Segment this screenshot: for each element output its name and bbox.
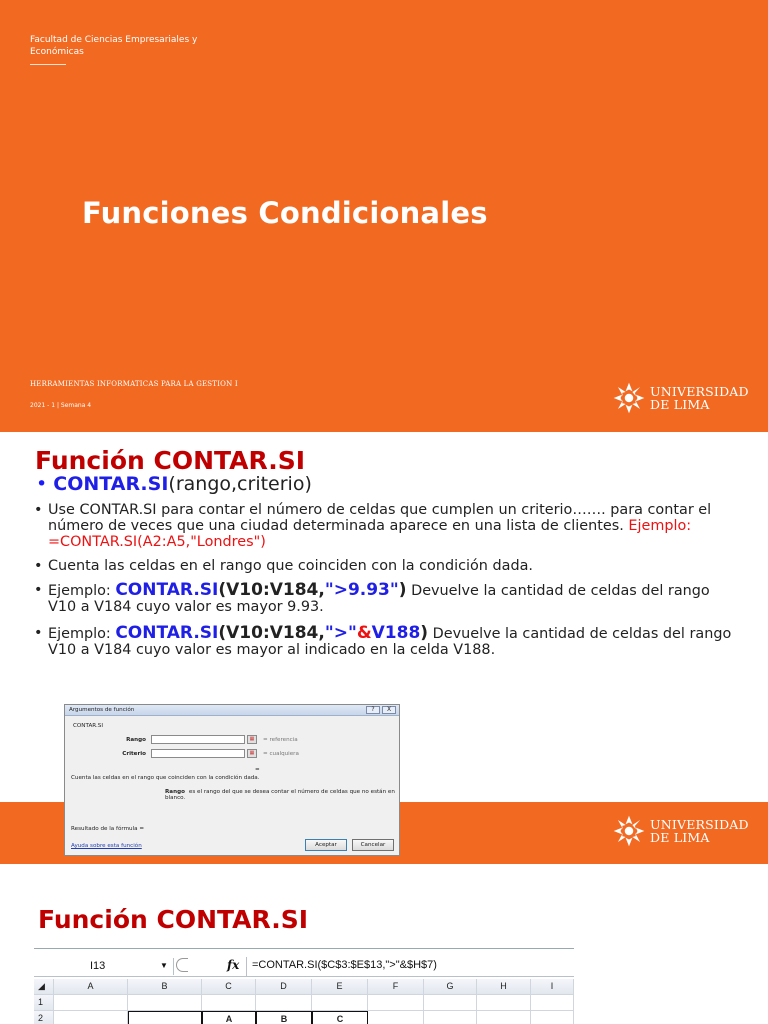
university-star-icon bbox=[612, 381, 646, 415]
list-item: • Ejemplo: CONTAR.SI(V10:V184,">9.93") Devuelve la cantidad de celdas del rango V10 a V184 cuyo valor es mayor 9.93. bbox=[34, 580, 710, 615]
help-link[interactable]: Ayuda sobre esta función bbox=[71, 843, 142, 849]
bullet-icon: • bbox=[34, 582, 43, 598]
column-header[interactable]: H bbox=[477, 979, 531, 995]
excel-screenshot bbox=[34, 948, 574, 1024]
argument-description: Rango es el rango del que se desea contar el número de celdas que no están en blanco. bbox=[165, 789, 395, 801]
chevron-down-icon[interactable]: ▼ bbox=[160, 961, 168, 970]
contar-si-slide bbox=[0, 432, 768, 864]
list-item: • Use CONTAR.SI para contar el número de celdas que cumplen un criterio……. para contar el número de veces que una ciudad determinada aparece en una lista de clientes. Ejemplo: =CONTAR.SI(A2:A5,"Londres") bbox=[34, 502, 712, 550]
university-logo bbox=[612, 381, 749, 415]
arg-desc-name: Rango bbox=[165, 789, 185, 795]
bullet-list bbox=[34, 502, 734, 666]
logo-line-2: DE LIMA bbox=[650, 397, 710, 412]
university-logo bbox=[612, 814, 749, 848]
rango-input[interactable] bbox=[151, 735, 245, 744]
syntax-args: (rango,criterio) bbox=[168, 473, 312, 495]
example-text: Ejemplo: =CONTAR.SI(A2:A5,"Londres") bbox=[48, 518, 692, 550]
column-header[interactable]: I bbox=[531, 979, 574, 995]
slide-title: Función CONTAR.SI bbox=[38, 905, 308, 934]
university-star-icon bbox=[612, 814, 646, 848]
column-header[interactable]: C bbox=[202, 979, 256, 995]
row-header[interactable]: 2 bbox=[34, 1011, 54, 1024]
column-header[interactable]: A bbox=[54, 979, 128, 995]
arg-row-rango bbox=[73, 735, 298, 744]
arg-label: Criterio bbox=[122, 750, 146, 757]
close-button[interactable]: X bbox=[382, 706, 396, 714]
arg-row-criterio bbox=[73, 749, 299, 758]
table-row bbox=[34, 1011, 574, 1024]
result-equals: = bbox=[255, 767, 260, 773]
formula-input[interactable]: =CONTAR.SI($C$3:$E$13,">"&$H$7) bbox=[252, 959, 437, 971]
logo-line-1: UNIVERSIDAD bbox=[650, 384, 749, 399]
collapse-range-icon[interactable]: ▦ bbox=[247, 735, 257, 744]
logo-line-1: UNIVERSIDAD bbox=[650, 817, 749, 832]
logo-line-2: DE LIMA bbox=[650, 830, 710, 845]
arg-value: = referencia bbox=[263, 736, 298, 743]
formula-function: CONTAR.SI bbox=[115, 580, 219, 600]
formula-bar bbox=[34, 957, 574, 977]
course-name: HERRAMIENTAS INFORMATICAS PARA LA GESTION I bbox=[30, 380, 238, 388]
bullet-icon: • bbox=[34, 558, 43, 574]
cell[interactable]: C bbox=[312, 1011, 368, 1024]
bullet-icon: • bbox=[34, 625, 43, 641]
title-slide bbox=[0, 0, 768, 432]
function-arguments-dialog bbox=[64, 704, 400, 856]
arg-value: = cualquiera bbox=[263, 750, 299, 757]
column-header[interactable]: G bbox=[424, 979, 477, 995]
faculty-underline bbox=[30, 64, 66, 65]
arg-label: Rango bbox=[126, 736, 146, 743]
cell[interactable]: B bbox=[256, 1011, 312, 1024]
column-header[interactable]: D bbox=[256, 979, 312, 995]
column-header[interactable]: B bbox=[128, 979, 202, 995]
list-item: • Cuenta las celdas en el rango que coinciden con la condición dada. bbox=[34, 558, 533, 574]
insert-function-icon[interactable]: fx bbox=[227, 958, 240, 972]
syntax-line bbox=[36, 473, 312, 495]
faculty-name: Facultad de Ciencias Empresariales y Económicas bbox=[30, 35, 198, 57]
select-all-corner[interactable]: ◢ bbox=[34, 979, 54, 995]
column-header-row bbox=[34, 979, 574, 995]
name-box[interactable]: I13 ▼ bbox=[34, 958, 174, 975]
bullet-icon: • bbox=[36, 473, 48, 495]
slide-title: Funciones Condicionales bbox=[82, 196, 488, 230]
column-header[interactable]: E bbox=[312, 979, 368, 995]
ok-button[interactable]: Aceptar bbox=[305, 839, 347, 851]
list-item: • Ejemplo: CONTAR.SI(V10:V184,">"&V188) Devuelve la cantidad de celdas del rango V10 a V184 cuyo valor es mayor al indicado en la celda V188. bbox=[34, 623, 732, 658]
dialog-titlebar bbox=[65, 705, 399, 716]
dialog-title: Argumentos de función bbox=[69, 707, 135, 713]
table-row bbox=[34, 995, 574, 1011]
criterio-input[interactable] bbox=[151, 749, 245, 758]
bullet-icon: • bbox=[34, 502, 43, 518]
cancel-button[interactable]: Cancelar bbox=[352, 839, 394, 851]
sheet-grid bbox=[34, 979, 574, 1024]
row-header[interactable]: 1 bbox=[34, 995, 54, 1011]
formula-function: CONTAR.SI bbox=[115, 623, 219, 643]
syntax-function: CONTAR.SI bbox=[53, 473, 169, 495]
help-button[interactable]: ? bbox=[366, 706, 380, 714]
splitter-handle[interactable] bbox=[176, 958, 188, 972]
contar-si-excel-slide bbox=[0, 864, 768, 1024]
formula-result: Resultado de la fórmula = bbox=[71, 826, 145, 832]
column-header[interactable]: F bbox=[368, 979, 424, 995]
cell[interactable]: A bbox=[202, 1011, 256, 1024]
term-week: 2021 - 1 | Semana 4 bbox=[30, 402, 92, 409]
slide-title: Función CONTAR.SI bbox=[35, 446, 305, 475]
collapse-range-icon[interactable]: ▦ bbox=[247, 749, 257, 758]
function-name: CONTAR.SI bbox=[73, 723, 103, 729]
function-description: Cuenta las celdas en el rango que coinciden con la condición dada. bbox=[71, 775, 260, 781]
